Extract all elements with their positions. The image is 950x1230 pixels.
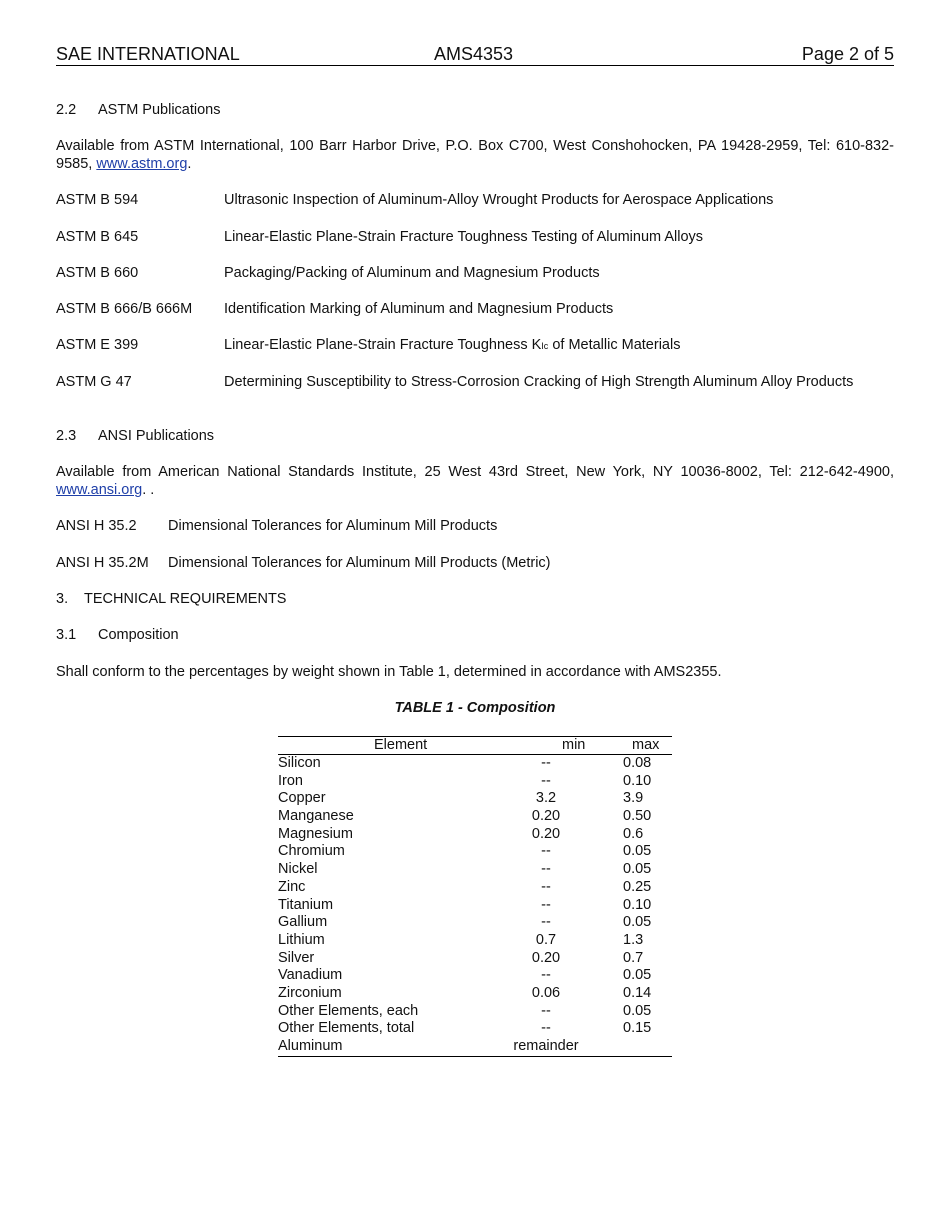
cell-min: -- [541,772,551,789]
cell-element: Zinc [278,878,306,895]
cell-min: -- [541,1002,551,1019]
table-row [278,755,672,773]
cell-max: 0.15 [623,1020,652,1037]
section-heading-technical: 3. TECHNICAL REQUIREMENTS [56,591,287,607]
table-row [278,950,672,968]
cell-min: 0.20 [531,949,561,966]
cell-max: 0.05 [623,861,652,878]
section-heading-ansi: 2.3 ANSI Publications [56,428,215,444]
cell-element: Iron [278,772,303,789]
table-row [278,1003,672,1021]
cell-min: -- [541,896,551,913]
table-row [278,985,672,1003]
table-header [278,736,672,755]
astm-availability: Available from ASTM International, 100 Barr Harbor Drive, P.O. Box C700, West Conshohocken, PA 19428-2959, Tel: 610-832-9585, www.astm.org. [56,138,894,172]
ansi-link[interactable]: www.ansi.org [56,482,143,498]
table-row [278,861,672,879]
cell-min: -- [541,878,551,895]
cell-min: -- [541,843,551,860]
cell-element: Lithium [278,931,325,948]
table-bottom-rule [278,1056,672,1057]
cell-element: Other Elements, each [278,1002,419,1019]
cell-element: Titanium [278,896,334,913]
cell-max: 0.10 [623,772,652,789]
astm-link[interactable]: www.astm.org [96,156,188,172]
cell-min: -- [541,914,551,931]
table-row [278,843,672,861]
cell-min: -- [541,967,551,984]
document-page: SAE INTERNATIONAL AMS4353 Page 2 of 5 2.2 ASTM Publications Available from ASTM International, 100 Barr Harbor Drive, P.O. Box C700, West Conshohocken, PA 19428-2959, Tel: 610-832-9585, www.astm.org. ASTM B 594 Ultrasonic Inspection of Aluminum-Alloy Wrought Products for Aerospace Applications ASTM B 645 Linear-Elastic Plane-Strain Fracture Toughness Testing of Aluminum Alloys ASTM B 660 Packaging/Packing of Aluminum and Magnesium Products ASTM B 666/B 666M Identification Marking of Aluminum and Magnesium Products ASTM E 399 Linear-Elastic Plane-Strain Fracture Toughness KIc of Metallic Materials ASTM G 47 Determining Susceptibility to Stress-Corrosion Cracking of High Strength Aluminum Alloy Products 2.3 ANSI Publications Available from American National Standards Institute, 25 West 43rd Street, New York, NY 10036-8002, Tel: 212-642-4900, www.ansi.org. . ANSI H 35.2 Dimensional Tolerances for Aluminum Mill Products ANSI H 35.2M Dimensional Tolerances for Aluminum Mill Products (Metric) 3. TECHNICAL REQUIREMENTS 3.1 Composition Shall conform to the percentages by weight shown in Table 1, determined in accordance with AMS2355. TABLE 1 - Composition Element min max Silicon -- 0.08 Iron -- 0.10 Copper 3.2 3.9 Manganese 0.20 0.50 Magnesium 0.20 0.6 Chromium -- 0.05 Nickel -- 0.05 Zinc -- 0.25 Titanium -- 0.10 Gallium -- 0.05 Lithium 0.7 1.3 Silver 0.20 0.7 Vanadium -- 0.05 Zirconium 0.06 0.14 Other Elements, each -- 0.05 Other Elements, total -- 0.15 Aluminum remainder [56,44,894,66]
table-row [278,826,672,844]
cell-min: 0.7 [535,931,557,948]
cell-element: Zirconium [278,984,342,1001]
cell-min: remainder [513,1038,579,1054]
cell-max: 0.08 [623,755,652,771]
table-row [278,967,672,985]
table-row [278,773,672,791]
cell-max: 0.05 [623,843,652,860]
cell-element: Aluminum [278,1038,343,1054]
cell-max: 0.05 [623,967,652,984]
header-page-number: Page 2 of 5 [801,44,894,64]
cell-min: -- [541,861,551,878]
composition-text: Shall conform to the percentages by weight shown in Table 1, determined in accordance with AMS2355. [56,664,722,680]
cell-element: Copper [278,790,326,807]
header-max: max [632,737,660,753]
cell-element: Gallium [278,914,328,931]
cell-min: -- [541,755,551,771]
cell-max: 3.9 [623,790,644,807]
cell-min: 3.2 [535,790,557,807]
header-doc-number: AMS4353 [434,44,514,64]
table-row [278,808,672,826]
header-element: Element [374,737,428,753]
cell-element: Silver [278,949,315,966]
table-body [278,755,672,1056]
table-row [278,879,672,897]
table-row [278,897,672,915]
cell-min: 0.20 [531,825,561,842]
cell-max: 0.50 [623,808,652,825]
cell-min: 0.20 [531,808,561,825]
table-row [278,914,672,932]
table-title: TABLE 1 - Composition [394,700,556,716]
cell-max: 0.10 [623,896,652,913]
cell-max: 0.6 [623,825,644,842]
cell-min: 0.06 [531,984,561,1001]
page-header [56,44,894,66]
cell-max: 1.3 [623,931,644,948]
table-row [278,1038,672,1056]
cell-element: Silicon [278,755,321,771]
cell-max: 0.05 [623,914,652,931]
cell-max: 0.05 [623,1002,652,1019]
cell-min: -- [541,1020,551,1037]
table-row [278,790,672,808]
cell-max: 0.7 [623,949,644,966]
cell-element: Vanadium [278,967,343,984]
header-org: SAE INTERNATIONAL [56,44,240,64]
ansi-availability: Available from American National Standards Institute, 25 West 43rd Street, New York, NY 10036-8002, Tel: 212-642-4900, www.ansi.org. . [56,464,894,498]
cell-element: Chromium [278,843,345,860]
header-min: min [562,737,586,753]
table-row [278,932,672,950]
composition-table [278,736,672,1057]
cell-max: 0.25 [623,878,652,895]
section-heading-astm: 2.2 ASTM Publications [56,102,221,118]
cell-max: 0.14 [623,984,652,1001]
table-row [278,1020,672,1038]
section-heading-composition: 3.1 Composition [56,627,179,643]
cell-element: Nickel [278,861,318,878]
cell-element: Manganese [278,808,354,825]
cell-element: Magnesium [278,825,353,842]
cell-element: Other Elements, total [278,1020,415,1037]
